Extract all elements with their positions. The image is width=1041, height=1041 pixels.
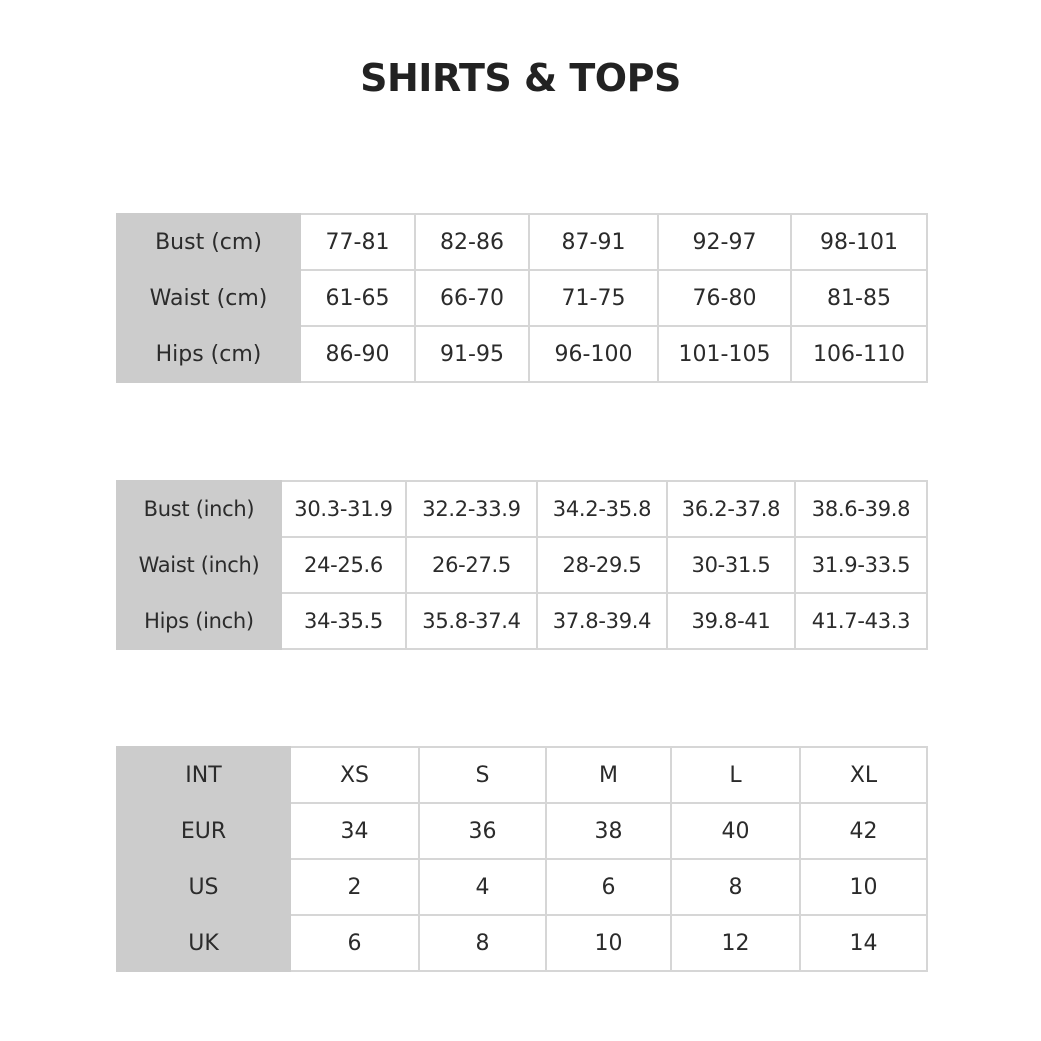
table-cell: 76-80 <box>658 270 791 326</box>
table-row-waist-inch <box>117 537 927 593</box>
row-label-bust-inch: Bust (inch) <box>117 481 281 537</box>
table-cell: 34 <box>290 803 419 859</box>
table-cell: 24-25.6 <box>281 537 406 593</box>
table-cell: 61-65 <box>300 270 415 326</box>
table-cell: 32.2-33.9 <box>406 481 537 537</box>
table-cell: 106-110 <box>791 326 927 382</box>
table-cell: 71-75 <box>529 270 658 326</box>
table-cell: 31.9-33.5 <box>795 537 927 593</box>
table-cell: 6 <box>290 915 419 971</box>
table-cell: 14 <box>800 915 927 971</box>
table-cell: 101-105 <box>658 326 791 382</box>
table-cell: 42 <box>800 803 927 859</box>
table-row-bust-cm <box>117 214 927 270</box>
table-cell: 96-100 <box>529 326 658 382</box>
row-label-bust-cm: Bust (cm) <box>117 214 300 270</box>
size-table-inch <box>116 480 928 650</box>
table-cell: 82-86 <box>415 214 529 270</box>
table-cell: 35.8-37.4 <box>406 593 537 649</box>
size-table-conversion <box>116 746 928 972</box>
page-title: SHIRTS & TOPS <box>360 56 681 100</box>
table-cell: 36 <box>419 803 546 859</box>
table-cell: 38 <box>546 803 671 859</box>
table-cell: XS <box>290 747 419 803</box>
table-cell: 41.7-43.3 <box>795 593 927 649</box>
table-cell: 98-101 <box>791 214 927 270</box>
table-cell: 2 <box>290 859 419 915</box>
row-label-eur: EUR <box>117 803 290 859</box>
table-cell: M <box>546 747 671 803</box>
table-cell: 6 <box>546 859 671 915</box>
table-row-bust-inch <box>117 481 927 537</box>
table-cell: 37.8-39.4 <box>537 593 667 649</box>
table-cell: 40 <box>671 803 800 859</box>
table-cell: L <box>671 747 800 803</box>
table-row-eur <box>117 803 927 859</box>
table-cell: 86-90 <box>300 326 415 382</box>
row-label-hips-inch: Hips (inch) <box>117 593 281 649</box>
table-cell: 81-85 <box>791 270 927 326</box>
row-label-hips-cm: Hips (cm) <box>117 326 300 382</box>
table-cell: 91-95 <box>415 326 529 382</box>
row-label-waist-cm: Waist (cm) <box>117 270 300 326</box>
table-cell: 30.3-31.9 <box>281 481 406 537</box>
table-cell: S <box>419 747 546 803</box>
table-cell: 30-31.5 <box>667 537 795 593</box>
table-cell: 12 <box>671 915 800 971</box>
table-cell: 36.2-37.8 <box>667 481 795 537</box>
table-row-int <box>117 747 927 803</box>
table-cell: 28-29.5 <box>537 537 667 593</box>
table-cell: 66-70 <box>415 270 529 326</box>
table-cell: 92-97 <box>658 214 791 270</box>
table-cell: 38.6-39.8 <box>795 481 927 537</box>
table-cell: 34-35.5 <box>281 593 406 649</box>
table-cell: 10 <box>546 915 671 971</box>
size-table-cm <box>116 213 928 383</box>
table-cell: 8 <box>419 915 546 971</box>
table-cell: XL <box>800 747 927 803</box>
row-label-uk: UK <box>117 915 290 971</box>
table-cell: 77-81 <box>300 214 415 270</box>
table-cell: 4 <box>419 859 546 915</box>
table-row-waist-cm <box>117 270 927 326</box>
row-label-us: US <box>117 859 290 915</box>
table-row-uk <box>117 915 927 971</box>
table-row-us <box>117 859 927 915</box>
table-cell: 39.8-41 <box>667 593 795 649</box>
table-row-hips-inch <box>117 593 927 649</box>
table-row-hips-cm <box>117 326 927 382</box>
table-cell: 26-27.5 <box>406 537 537 593</box>
row-label-waist-inch: Waist (inch) <box>117 537 281 593</box>
row-label-int: INT <box>117 747 290 803</box>
table-cell: 34.2-35.8 <box>537 481 667 537</box>
table-cell: 87-91 <box>529 214 658 270</box>
table-cell: 8 <box>671 859 800 915</box>
table-cell: 10 <box>800 859 927 915</box>
